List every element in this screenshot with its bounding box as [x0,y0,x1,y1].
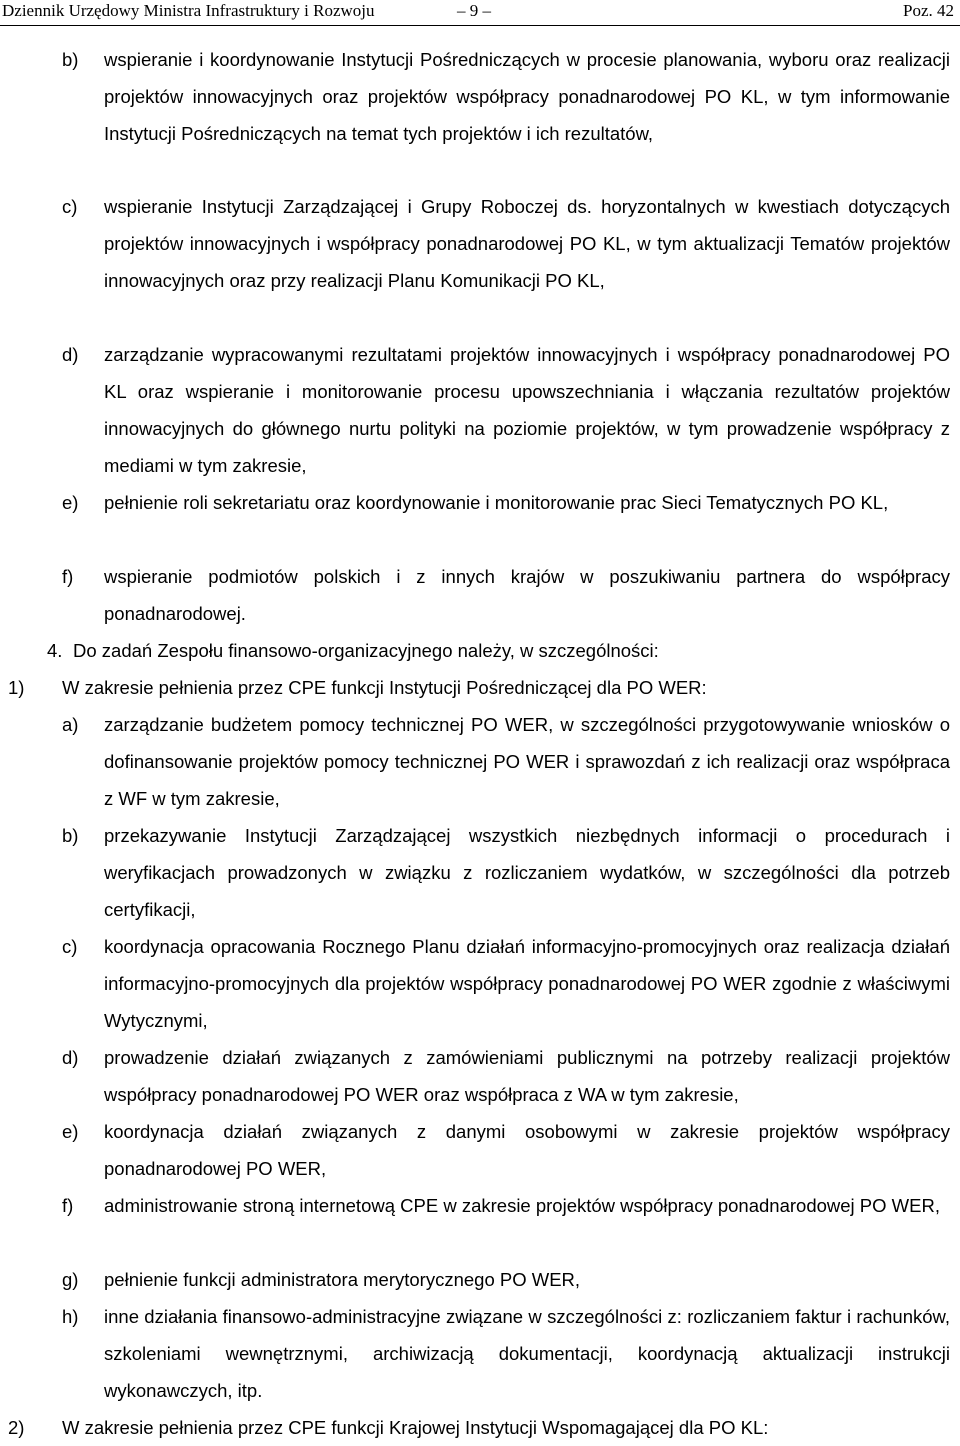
list-item [62,336,950,484]
item-label: f) [62,566,74,587]
list-item [62,188,950,299]
document-header [0,0,960,26]
list-item [62,1298,950,1409]
item-label: b) [62,825,79,846]
item-label: d) [62,344,79,365]
item-text: wspieranie podmiotów polskich i z innych krajów w poszukiwaniu partnera do współpracy ponadnarodowej. [104,566,950,624]
point-heading [8,669,950,706]
item-text: pełnienie funkcji administratora merytorycznego PO WER, [104,1269,581,1290]
item-label: g) [62,1269,79,1290]
point-heading [8,1409,950,1446]
item-text: prowadzenie działań związanych z zamówieniami publicznymi na potrzeby realizacji projektów współpracy ponadnarodowej PO WER oraz współpraca z WA w tym zakresie, [104,1047,950,1105]
item-label: f) [62,1195,74,1216]
section-heading [47,632,950,669]
list-item [62,817,950,928]
list-item [62,558,950,632]
item-label: c) [62,196,78,217]
item-text: przekazywanie Instytucji Zarządzającej wszystkich niezbędnych informacji o procedurach i weryfikacjach prowadzonych w związku z rozliczaniem wydatków, w szczególności dla potrzeb certyfikacji, [104,825,950,920]
item-label: a) [62,714,79,735]
point-number: 1) [8,677,25,698]
item-text: administrowanie stroną internetową CPE w zakresie projektów współpracy ponadnarodowej PO WER, [104,1195,940,1216]
list-item [62,1261,950,1298]
item-text: wspieranie Instytucji Zarządzającej i Grupy Roboczej ds. horyzontalnych w kwestiach dotyczących projektów innowacyjnych i współpracy ponadnarodowej PO KL, w tym aktualizacji Tematów projektów innowacyjnych oraz przy realizacji Planu Komunikacji PO KL, [104,196,950,291]
item-label: d) [62,1047,79,1068]
position-number: Poz. 42 [903,1,954,20]
point-text: W zakresie pełnienia przez CPE funkcji Krajowej Instytucji Wspomagającej dla PO KL: [62,1417,769,1438]
item-text: wspieranie i koordynowanie Instytucji Pośredniczących w procesie planowania, wyboru oraz realizacji projektów innowacyjnych oraz projektów współpracy ponadnarodowej PO KL, w tym informowanie Instytucji Pośredniczących na temat tych projektów i ich rezultatów, [104,49,950,144]
list-item [62,484,950,521]
item-text: koordynacja działań związanych z danymi osobowymi w zakresie projektów współpracy ponadnarodowej PO WER, [104,1121,950,1179]
item-text: koordynacja opracowania Rocznego Planu działań informacyjno-promocyjnych oraz realizacja działań informacyjno-promocyjnych dla projektów współpracy ponadnarodowej PO WER zgodnie z właściwymi Wytycznymi, [104,936,950,1031]
point-text: W zakresie pełnienia przez CPE funkcji Instytucji Pośredniczącej dla PO WER: [62,677,707,698]
item-text: zarządzanie budżetem pomocy technicznej PO WER, w szczególności przygotowywanie wniosków o dofinansowanie projektów pomocy technicznej PO WER i sprawozdań z ich realizacji oraz współpraca z WF w tym zakresie, [104,714,950,809]
list-item [62,1113,950,1187]
item-label: c) [62,936,78,957]
list-item [62,1187,950,1224]
item-text: pełnienie roli sekretariatu oraz koordynowanie i monitorowanie prac Sieci Tematycznych PO KL, [104,492,889,513]
section-number: 4. [47,640,63,661]
journal-title: Dziennik Urzędowy Ministra Infrastruktury i Rozwoju [2,1,375,20]
item-label: h) [62,1306,79,1327]
list-item [62,1039,950,1113]
section-text: Do zadań Zespołu finansowo-organizacyjnego należy, w szczególności: [73,640,659,661]
item-label: e) [62,1121,79,1142]
list-item [62,928,950,1039]
item-label: e) [62,492,79,513]
item-text: inne działania finansowo-administracyjne związane w szczególności z: rozliczaniem faktur i rachunków, szkoleniami wewnętrznymi, archiwizacją dokumentacji, koordynacją aktualizacji instrukcji wykonawczych, itp. [104,1306,950,1401]
list-item [62,706,950,817]
page-number: – 9 – [457,1,491,20]
item-label: b) [62,49,79,70]
list-item [62,41,950,152]
item-text: zarządzanie wypracowanymi rezultatami projektów innowacyjnych i współpracy ponadnarodowej PO KL oraz wspieranie i monitorowanie procesu upowszechniania i włączania rezultatów projektów innowacyjnych do głównego nurtu polityki na poziomie projektów, w tym prowadzenie współpracy z mediami w tym zakresie, [104,344,950,476]
point-number: 2) [8,1417,25,1438]
